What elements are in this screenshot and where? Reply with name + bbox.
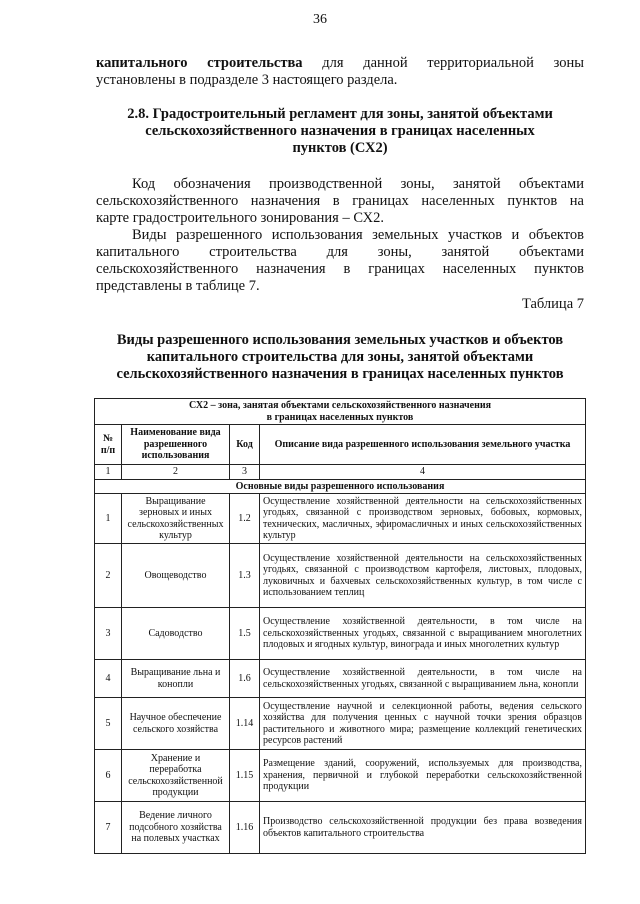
land-use-table bbox=[94, 398, 586, 854]
zone-header-cell bbox=[95, 399, 586, 425]
row-num: 2 bbox=[95, 544, 122, 608]
section-main-label: Основные виды разрешенного использования bbox=[95, 479, 586, 494]
row-num: 4 bbox=[95, 660, 122, 698]
table-row bbox=[95, 544, 586, 608]
para2-line-1: Виды разрешенного использования земельных участков и объектов bbox=[132, 227, 584, 243]
intro-bold-phrase: капитального строительства bbox=[96, 55, 303, 71]
table-row bbox=[95, 494, 586, 544]
row-num: 5 bbox=[95, 698, 122, 750]
row-name: Научное обеспечение сельского хозяйства bbox=[122, 698, 230, 750]
table-title-line-1: Виды разрешенного использования земельных участков и объектов bbox=[116, 332, 564, 348]
row-num: 6 bbox=[95, 750, 122, 802]
col-header-desc: Описание вида разрешенного использования земельного участка bbox=[260, 425, 586, 465]
col-index-3: 3 bbox=[230, 465, 260, 480]
row-desc: Осуществление хозяйственной деятельности, в том числе на сельскохозяйственных угодьях, связанной с выращиванием многолетних плодовых и ягодных культур, винограда и иных многолетних культур bbox=[260, 608, 586, 660]
col-index-4: 4 bbox=[260, 465, 586, 480]
row-num: 1 bbox=[95, 494, 122, 544]
row-desc: Осуществление научной и селекционной работы, ведения сельского хозяйства для получения ценных с научной точки зрения образцов растительного и животного мира; размещение коллекций генетических ресурсов растений bbox=[260, 698, 586, 750]
row-desc: Производство сельскохозяйственной продукции без права возведения объектов капитального строительства bbox=[260, 802, 586, 854]
col-header-code: Код bbox=[230, 425, 260, 465]
col-header-name: Наименование вида разрешенного использования bbox=[122, 425, 230, 465]
table-row bbox=[95, 698, 586, 750]
zone-header-line-1: СХ2 – зона, занятая объектами сельскохозяйственного назначения bbox=[188, 400, 492, 411]
para2-line-2: капитального строительства для зоны, занятой объектами bbox=[96, 244, 584, 260]
para2-line-4: представлены в таблице 7. bbox=[96, 278, 260, 294]
table-title-line-3: сельскохозяйственного назначения в границах населенных пунктов bbox=[116, 366, 564, 382]
row-code: 1.2 bbox=[230, 494, 260, 544]
para1-line-1: Код обозначения производственной зоны, занятой объектами bbox=[132, 176, 584, 192]
column-header-row bbox=[95, 425, 586, 465]
intro-line-1 bbox=[96, 55, 584, 73]
row-name: Выращивание льна и конопли bbox=[122, 660, 230, 698]
intro-line-1-rest: для данной территориальной зоны bbox=[302, 55, 584, 71]
intro-line-2: установлены в подразделе 3 настоящего раздела. bbox=[96, 72, 398, 88]
table-row bbox=[95, 660, 586, 698]
row-code: 1.6 bbox=[230, 660, 260, 698]
section-heading-line-3: пунктов (СХ2) bbox=[292, 140, 388, 156]
table-row bbox=[95, 608, 586, 660]
row-desc: Размещение зданий, сооружений, используемых для производства, хранения, первичной и глубокой переработки сельскохозяйственной продукции bbox=[260, 750, 586, 802]
zone-header-row bbox=[95, 399, 586, 425]
page-number: 36 bbox=[313, 12, 327, 27]
row-code: 1.16 bbox=[230, 802, 260, 854]
section-row-main bbox=[95, 479, 586, 494]
col-index-1: 1 bbox=[95, 465, 122, 480]
zone-header-line-2: в границах населенных пунктов bbox=[266, 411, 414, 423]
table-title-line-2: капитального строительства для зоны, занятой объектами bbox=[146, 349, 534, 365]
col-index-2: 2 bbox=[122, 465, 230, 480]
row-name: Хранение и переработка сельскохозяйственной продукции bbox=[122, 750, 230, 802]
row-desc: Осуществление хозяйственной деятельности, в том числе на сельскохозяйственных угодьях, связанной с выращиванием льна, конопли bbox=[260, 660, 586, 698]
row-name: Ведение личного подсобного хозяйства на полевых участках bbox=[122, 802, 230, 854]
row-code: 1.5 bbox=[230, 608, 260, 660]
table-row bbox=[95, 750, 586, 802]
row-num: 3 bbox=[95, 608, 122, 660]
table-row bbox=[95, 802, 586, 854]
row-code: 1.3 bbox=[230, 544, 260, 608]
para1-line-2: сельскохозяйственного назначения в границах населенных пунктов на bbox=[96, 193, 584, 209]
col-header-num: № п/п bbox=[95, 425, 122, 465]
row-desc: Осуществление хозяйственной деятельности на сельскохозяйственных угодьях, связанной с производством зерновых, бобовых, кормовых, технических, масличных, эфиромасличных и иных сельскохозяйственных культур bbox=[260, 494, 586, 544]
row-name: Выращивание зерновых и иных сельскохозяйственных культур bbox=[122, 494, 230, 544]
para2-line-3: сельскохозяйственного назначения в границах населенных пунктов bbox=[96, 261, 584, 277]
section-heading-line-1: 2.8. Градостроительный регламент для зоны, занятой объектами bbox=[127, 106, 553, 122]
para1-line-3: карте градостроительного зонирования – СХ2. bbox=[96, 210, 384, 226]
section-heading-line-2: сельскохозяйственного назначения в границах населенных bbox=[145, 123, 535, 139]
row-name: Садоводство bbox=[122, 608, 230, 660]
row-code: 1.14 bbox=[230, 698, 260, 750]
row-name: Овощеводство bbox=[122, 544, 230, 608]
column-index-row bbox=[95, 465, 586, 480]
row-desc: Осуществление хозяйственной деятельности на сельскохозяйственных угодьях, связанной с производством картофеля, листовых, плодовых, луковичных и бахчевых сельскохозяйственных культур, в том числе с использованием теплиц bbox=[260, 544, 586, 608]
row-num: 7 bbox=[95, 802, 122, 854]
row-code: 1.15 bbox=[230, 750, 260, 802]
table-caption: Таблица 7 bbox=[521, 296, 584, 312]
